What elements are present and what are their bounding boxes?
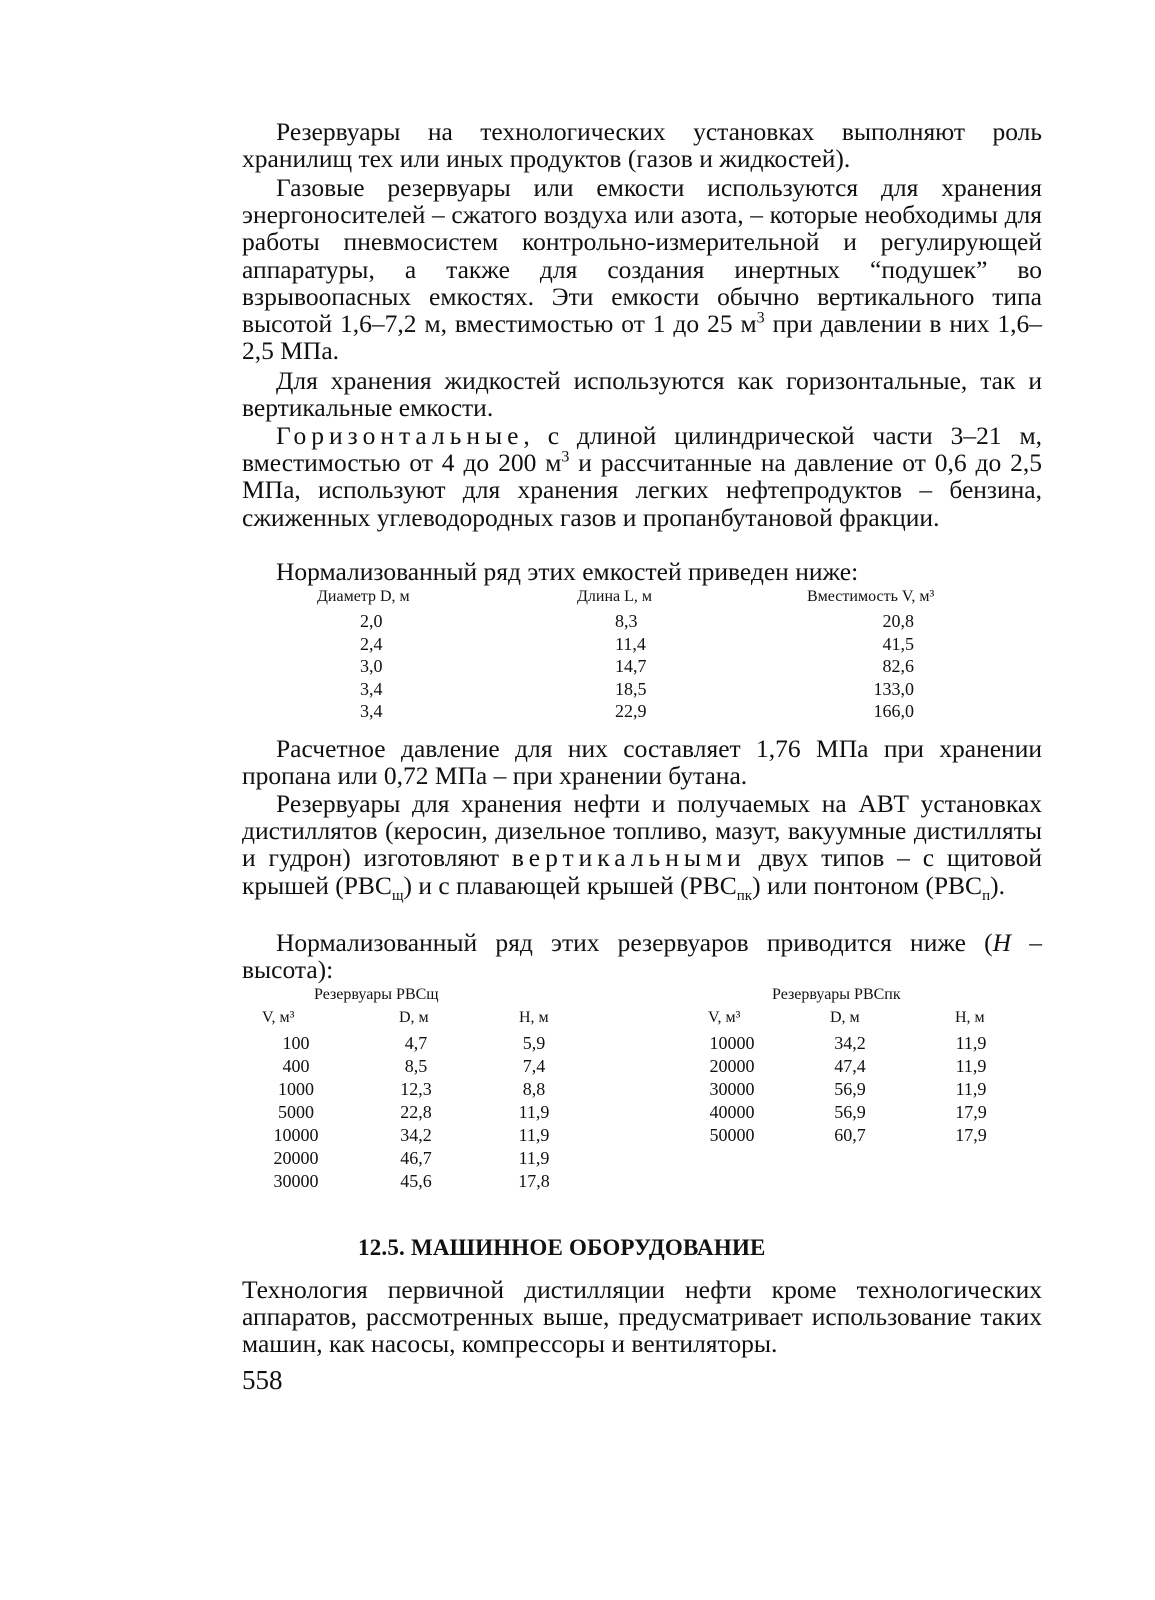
table-cell: 82,6 bbox=[882, 656, 914, 676]
paragraph-4-text: , с длиной цилиндрической части 3–21 м, вместимостью от 4 до 200 м bbox=[242, 421, 1042, 478]
table-cell: 46,7 bbox=[400, 1148, 432, 1168]
table-cell: 20000 bbox=[273, 1148, 319, 1168]
col-right-d bbox=[825, 1032, 875, 1147]
table-cell: 56,9 bbox=[834, 1102, 866, 1122]
table-cell: 14,7 bbox=[615, 656, 647, 676]
table-cell: 50000 bbox=[709, 1125, 755, 1145]
table-cell: 10000 bbox=[273, 1125, 319, 1145]
col-right-h bbox=[948, 1032, 994, 1147]
col-volume bbox=[864, 610, 914, 723]
col-header-d: D, м bbox=[830, 1009, 860, 1026]
spaced-term: вертикальными bbox=[511, 843, 746, 873]
paragraph-3: Для хранения жидкостей используются как горизонтальные, так и вертикальные емкости. bbox=[242, 366, 1042, 423]
page-number: 558 bbox=[242, 1365, 283, 1395]
subscript: пк bbox=[736, 887, 753, 904]
paragraph-8 bbox=[242, 929, 1042, 983]
col-length bbox=[615, 610, 647, 723]
table-cell: 4,7 bbox=[404, 1033, 428, 1053]
paragraph-8-text: Нормализованный ряд этих резервуаров приводится ниже ( bbox=[276, 928, 993, 957]
paragraph-7-d: ) или понтоном (РВС bbox=[752, 870, 983, 900]
table-cell: 41,5 bbox=[882, 633, 914, 654]
table-cell: 17,9 bbox=[955, 1102, 987, 1122]
paragraph-8-end: – высота): bbox=[242, 928, 1042, 985]
table-cell: 18,5 bbox=[615, 678, 647, 699]
table-cell: 11,4 bbox=[615, 633, 646, 654]
table-cell: 166,0 bbox=[873, 701, 914, 721]
table-cell: 400 bbox=[282, 1056, 310, 1076]
group-header-left: Резервуары РВСщ bbox=[314, 986, 439, 1003]
paragraph-7 bbox=[242, 789, 1042, 904]
table-cell: 30000 bbox=[709, 1079, 755, 1099]
section-title: 12.5. МАШИННОЕ ОБОРУДОВАНИЕ bbox=[358, 1235, 766, 1260]
table-cell: 56,9 bbox=[834, 1079, 866, 1099]
superscript: 3 bbox=[561, 448, 570, 466]
col-header-h: H, м bbox=[519, 1009, 549, 1026]
paragraph-7-c: ) и с плавающей крышей (РВС bbox=[403, 870, 737, 900]
paragraph-2-end: при давлении в них 1,6–2,5 МПа. bbox=[242, 309, 1042, 366]
table-cell: 100 bbox=[282, 1033, 310, 1053]
paragraph-7-text: Резервуары для хранения нефти и получаемых на АВТ установках дистиллятов (керосин, дизельное топливо, мазут, вакуумные дистилляты и гудрон) изготовляют bbox=[242, 789, 1042, 873]
subscript: п bbox=[982, 887, 991, 904]
col-header-diameter: Диаметр D, м bbox=[317, 588, 410, 605]
col-diameter bbox=[360, 610, 383, 723]
col-header-v: V, м³ bbox=[708, 1009, 741, 1026]
table-cell: 60,7 bbox=[834, 1125, 866, 1145]
paragraph-7-b: двух типов – с щитовой крышей (РВС bbox=[242, 843, 1042, 900]
paragraph-4-end: и рассчитанные на давление от 0,6 до 2,5 МПа, используют для хранения легких нефтепродуктов – бензина, сжиженных углеводородных газов и пропанбутановой фракции. bbox=[242, 448, 1042, 532]
table-cell: 11,9 bbox=[518, 1102, 550, 1122]
table-cell: 11,9 bbox=[955, 1079, 987, 1099]
table-cell: 7,4 bbox=[522, 1056, 546, 1076]
table-cell: 47,4 bbox=[834, 1056, 866, 1076]
table-cell: 3,0 bbox=[360, 656, 383, 676]
table-cell: 20,8 bbox=[882, 611, 914, 631]
table-cell: 5000 bbox=[278, 1102, 314, 1122]
table-cell: 3,4 bbox=[360, 701, 383, 721]
table-cell: 2,0 bbox=[360, 611, 383, 631]
table-cell: 30000 bbox=[273, 1171, 319, 1191]
col-header-volume: Вместимость V, м³ bbox=[807, 588, 935, 605]
table-cell: 34,2 bbox=[400, 1125, 432, 1145]
table-cell: 8,8 bbox=[522, 1079, 546, 1099]
table-cell: 40000 bbox=[709, 1102, 755, 1122]
table-cell: 1000 bbox=[278, 1079, 314, 1099]
col-header-length: Длина L, м bbox=[577, 588, 653, 605]
superscript: 3 bbox=[756, 309, 765, 327]
table-cell: 20000 bbox=[709, 1056, 755, 1076]
paragraph-7-e: ). bbox=[990, 870, 1005, 900]
table-cell: 8,3 bbox=[615, 611, 638, 631]
table-cell: 17,9 bbox=[955, 1125, 987, 1145]
table-cell: 11,9 bbox=[955, 1056, 987, 1076]
table-cell: 17,8 bbox=[518, 1171, 550, 1191]
table-cell: 22,8 bbox=[400, 1102, 432, 1122]
paragraph-1: Резервуары на технологических установках выполняют роль хранилищ тех или иных продуктов (газов и жидкостей). bbox=[242, 117, 1042, 174]
col-header-h: H, м bbox=[955, 1009, 985, 1026]
col-header-v: V, м³ bbox=[262, 1009, 295, 1026]
group-header-right: Резервуары РВСпк bbox=[772, 986, 901, 1003]
paragraph-9: Технология первичной дистилляции нефти кроме технологических аппаратов, рассмотренных выше, предусматривает использование таких машин, как насосы, компрессоры и вентиляторы. bbox=[242, 1275, 1042, 1359]
table-cell: 22,9 bbox=[615, 701, 647, 721]
table-cell: 10000 bbox=[709, 1033, 755, 1053]
table-cell: 11,9 bbox=[955, 1033, 987, 1053]
spaced-term: Горизонтальные bbox=[276, 421, 524, 450]
paragraph-2-text: Газовые резервуары или емкости используются для хранения энергоносителей – сжатого воздуха или азота, – которые необходимы для работы пневмосистем контрольно-измерительной и регулирующей аппаратуры, а также для создания инертных “подушек” во взрывоопасных емкостях. Эти емкости обычно вертикального типа высотой 1,6–7,2 м, вместимостью от 1 до 25 м bbox=[242, 173, 1042, 339]
col-left-h bbox=[512, 1032, 556, 1193]
col-right-v bbox=[700, 1032, 764, 1147]
paragraph-2 bbox=[242, 174, 1042, 364]
table-cell: 3,4 bbox=[360, 678, 383, 699]
table-cell: 11,9 bbox=[518, 1125, 550, 1145]
paragraph-5: Нормализованный ряд этих емкостей приведен ниже: bbox=[276, 557, 859, 586]
col-left-d bbox=[389, 1032, 443, 1193]
subscript: щ bbox=[391, 887, 404, 904]
col-header-d: D, м bbox=[399, 1009, 429, 1026]
table-cell: 11,9 bbox=[518, 1148, 550, 1168]
col-left-v bbox=[266, 1032, 326, 1193]
italic-symbol: H bbox=[992, 928, 1012, 957]
table-cell: 5,9 bbox=[522, 1033, 546, 1053]
table-cell: 2,4 bbox=[360, 633, 383, 654]
table-cell: 34,2 bbox=[834, 1033, 866, 1053]
table-cell: 12,3 bbox=[400, 1079, 432, 1099]
paragraph-4 bbox=[242, 422, 1042, 531]
table-cell: 133,0 bbox=[873, 678, 914, 699]
table-cell: 45,6 bbox=[400, 1171, 432, 1191]
table-cell: 8,5 bbox=[404, 1056, 428, 1076]
paragraph-6: Расчетное давление для них составляет 1,76 МПа при хранении пропана или 0,72 МПа – при хранении бутана. bbox=[242, 734, 1042, 791]
